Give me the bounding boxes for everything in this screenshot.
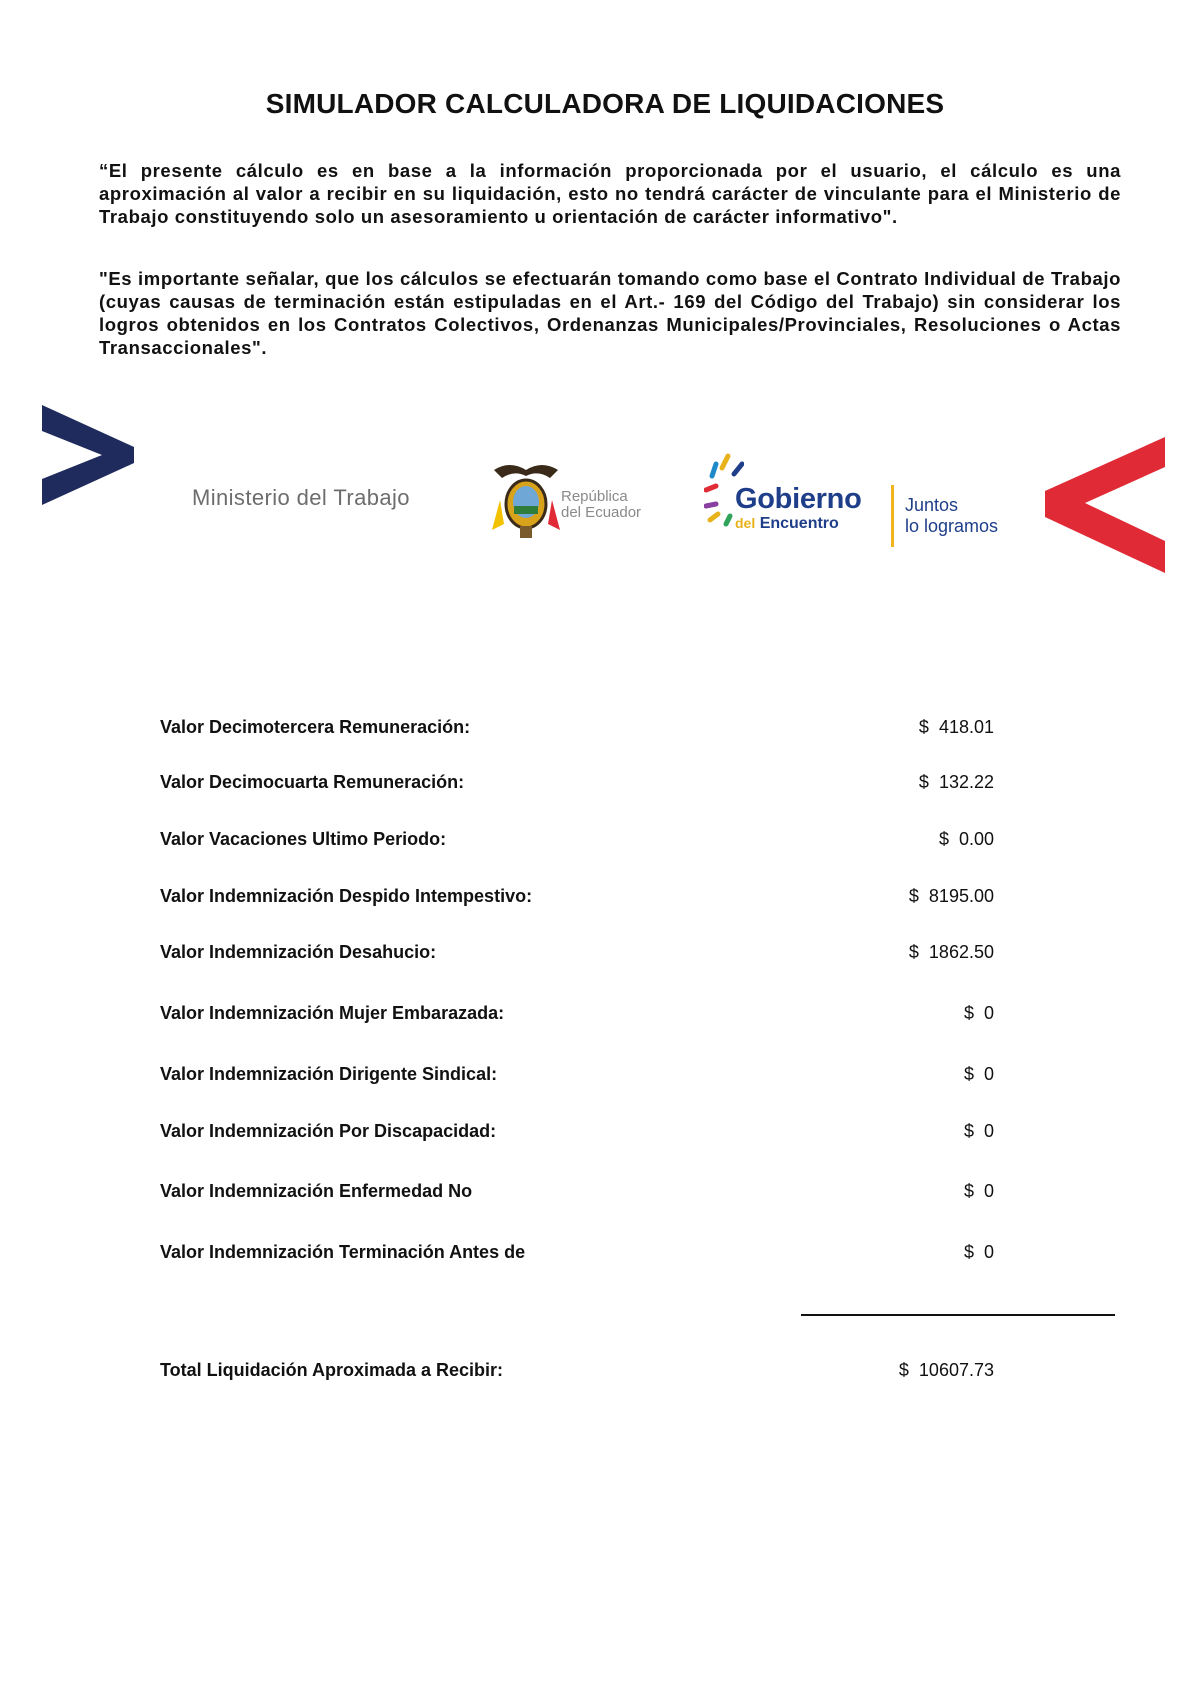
row-label: Valor Vacaciones Ultimo Periodo: [160, 829, 447, 849]
total-row [160, 1360, 994, 1386]
logo-banner [0, 405, 1200, 585]
row-value: $ 0 [963, 1064, 994, 1084]
ministerio-logo-text: Ministerio del Trabajo [192, 485, 410, 510]
row-value: $ 0 [963, 1242, 994, 1262]
row-label: Valor Indemnización Terminación Antes de [160, 1242, 526, 1262]
liquidation-row [160, 886, 994, 912]
slogan-text: Juntos lo logramos [905, 495, 999, 536]
row-label: Valor Indemnización Enfermedad No [160, 1181, 473, 1201]
row-value: $ 8195.00 [908, 886, 994, 906]
row-label: Valor Indemnización Dirigente Sindical: [160, 1064, 498, 1084]
row-label: Valor Decimocuarta Remuneración: [160, 772, 465, 792]
liquidation-row [160, 1242, 994, 1268]
liquidation-row [160, 1003, 994, 1029]
chevron-right-icon [42, 405, 134, 505]
row-value: $ 0 [963, 1181, 994, 1201]
row-label: Valor Decimotercera Remuneración: [160, 717, 471, 737]
liquidation-row [160, 829, 994, 855]
row-value: $ 0 [963, 1121, 994, 1141]
liquidation-row [160, 942, 994, 968]
row-label: Valor Indemnización Despido Intempestivo: [160, 886, 533, 906]
disclaimer-paragraph: “El presente cálculo es en base a la información proporcionada por el usuario, el cálculo es una aproximación al valor a recibir en su liquidación, esto no tendrá carácter de vinculante para el Ministerio de Trabajo constituyendo solo un asesoramiento u orientación de carácter informativo". [99, 160, 1121, 227]
gobierno-logo-text: Gobierno del Encuentro [735, 483, 862, 532]
total-label: Total Liquidación Aproximada a Recibir: [160, 1360, 504, 1380]
coat-of-arms-icon [490, 460, 562, 542]
row-label: Valor Indemnización Desahucio: [160, 942, 437, 962]
liquidation-row [160, 1064, 994, 1090]
republica-logo-text: República del Ecuador [561, 488, 642, 521]
liquidation-row [160, 717, 994, 743]
row-label: Valor Indemnización Mujer Embarazada: [160, 1003, 505, 1023]
row-value: $ 0.00 [938, 829, 994, 849]
total-value: $ 10607.73 [898, 1360, 994, 1380]
notice-paragraph: "Es importante señalar, que los cálculos se efectuarán tomando como base el Contrato Individual de Trabajo (cuyas causas de terminación están estipuladas en el Art.- 169 del Código del Trabajo) sin considerar los logros obtenidos en los Contratos Colectivos, Ordenanzas Municipales/Provinciales, Resoluciones o Actas Transaccionales". [99, 268, 1121, 358]
row-value: $ 1862.50 [908, 942, 994, 962]
liquidation-row [160, 1121, 994, 1147]
sum-divider [801, 1314, 1115, 1316]
row-label: Valor Indemnización Por Discapacidad: [160, 1121, 497, 1141]
page-title: SIMULADOR CALCULADORA DE LIQUIDACIONES [265, 88, 945, 119]
chevron-left-icon [1045, 437, 1165, 573]
row-value: $ 418.01 [918, 717, 994, 737]
liquidation-row [160, 772, 994, 798]
row-value: $ 132.22 [918, 772, 994, 792]
row-value: $ 0 [963, 1003, 994, 1023]
logo-divider [891, 485, 894, 547]
liquidation-row [160, 1181, 994, 1207]
